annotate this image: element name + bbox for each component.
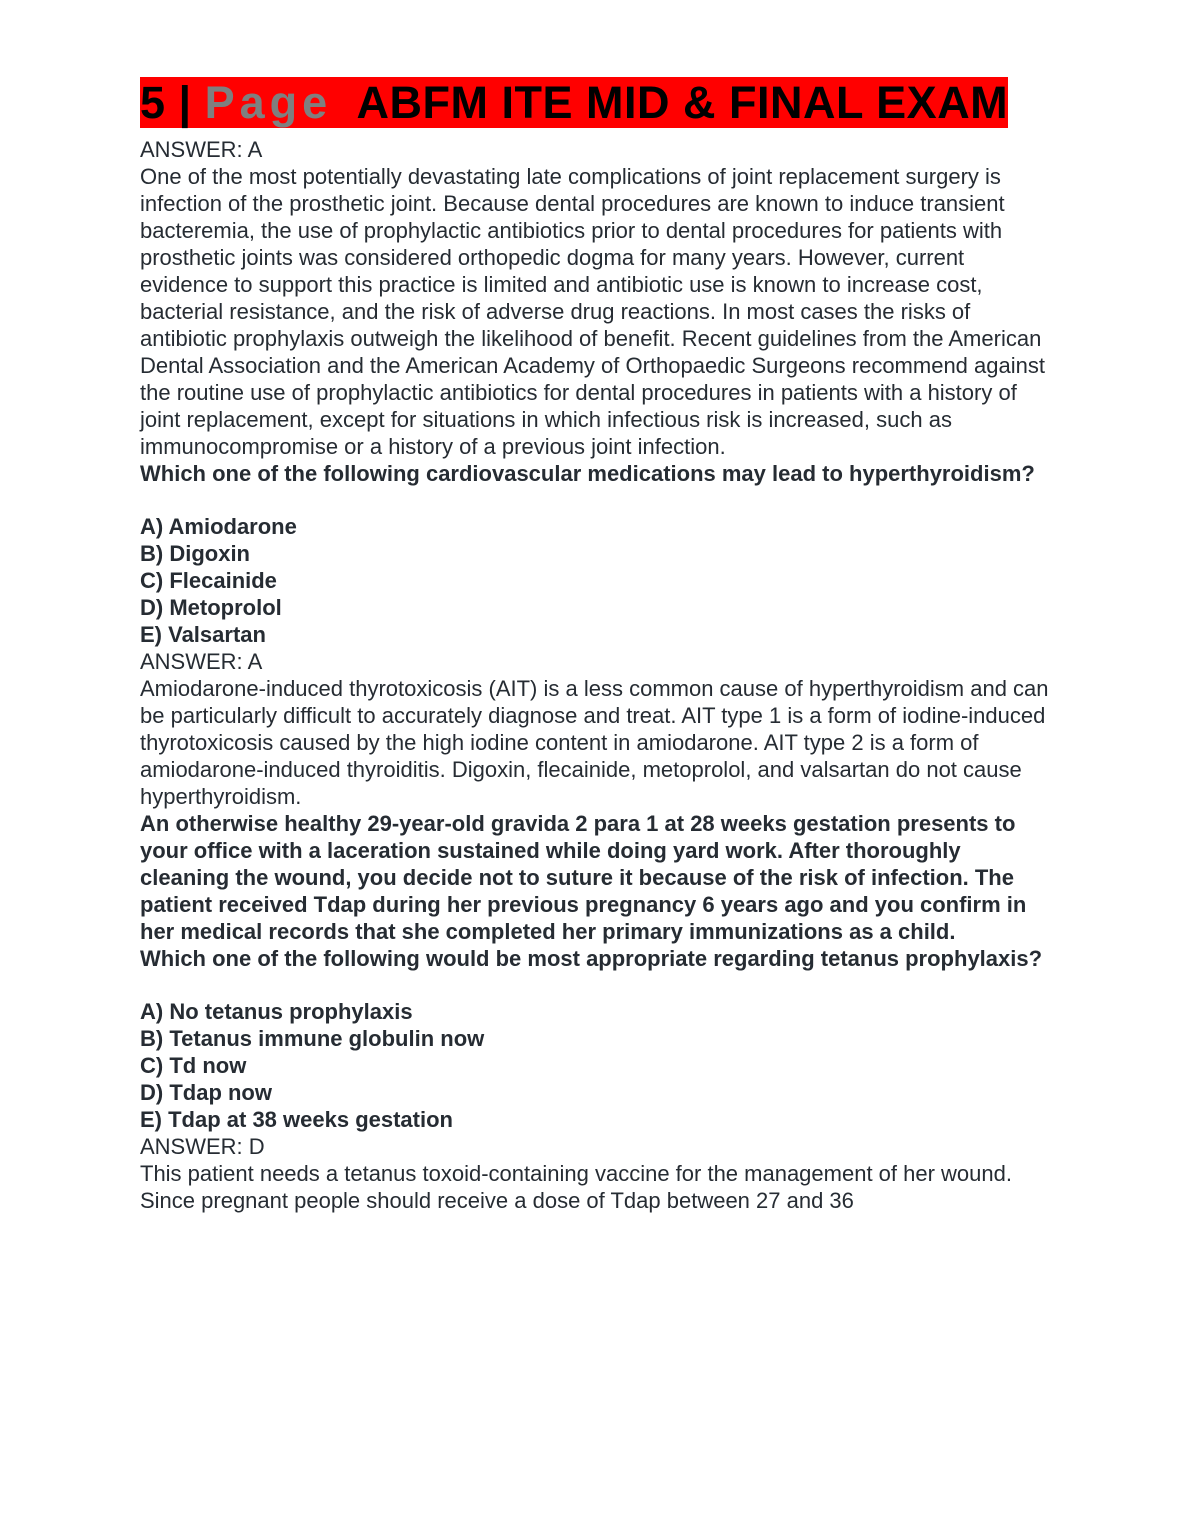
spacer [140,487,1050,513]
option-q2-c: C) Flecainide [140,568,277,593]
header-highlight [140,77,1008,128]
page-header [140,70,1050,136]
option-q3-d: D) Tdap now [140,1080,272,1105]
question-q2: Which one of the following cardiovascular medications may lead to hyperthyroidism? [140,461,1035,486]
explanation-q2: Amiodarone-induced thyrotoxicosis (AIT) is a less common cause of hyperthyroidism and can be particularly difficult to accurately diagnose and treat. AIT type 1 is a form of iodine-induced thyrotoxicosis caused by the high iodine content in amiodarone. AIT type 2 is a form of amiodarone-induced thyroiditis. Digoxin, flecainide, metoprolol, and valsartan do not cause hyperthyroidism. [140,676,1049,809]
answer-q2: ANSWER: A [140,649,263,674]
option-q3-e: E) Tdap at 38 weeks gestation [140,1107,453,1132]
option-q2-e: E) Valsartan [140,622,266,647]
option-q2-a: A) Amiodarone [140,514,297,539]
answer-q3: ANSWER: D [140,1134,265,1159]
option-q3-b: B) Tetanus immune globulin now [140,1026,485,1051]
stem-q3: An otherwise healthy 29-year-old gravida 2 para 1 at 28 weeks gestation presents to your office with a laceration sustained while doing yard work. After thoroughly cleaning the wound, you decide not to suture it because of the risk of infection. The patient received Tdap during her previous pregnancy 6 years ago and you confirm in her medical records that she completed her primary immunizations as a child. [140,811,1027,944]
page-number: 5 | [140,77,205,128]
document-title: ABFM ITE MID & FINAL EXAM [356,77,1009,128]
spacer [140,972,1050,998]
option-q2-d: D) Metoprolol [140,595,282,620]
explanation-q3: This patient needs a tetanus toxoid-containing vaccine for the management of her wound. Since pregnant people should receive a dose of Tdap between 27 and 36 [140,1161,1012,1213]
option-q3-c: C) Td now [140,1053,247,1078]
explanation-q1: One of the most potentially devastating late complications of joint replacement surgery is infection of the prosthetic joint. Because dental procedures are known to induce transient bacteremia, the use of prophylactic antibiotics prior to dental procedures for patients with prosthetic joints was considered orthopedic dogma for many years. However, current evidence to support this practice is limited and antibiotic use is known to increase cost, bacterial resistance, and the risk of adverse drug reactions. In most cases the risks of antibiotic prophylaxis outweigh the likelihood of benefit. Recent guidelines from the American Dental Association and the American Academy of Orthopaedic Surgeons recommend against the routine use of prophylactic antibiotics for dental procedures in patients with a history of joint replacement, except for situations in which infectious risk is increased, such as immunocompromise or a history of a previous joint infection. [140,164,1045,459]
option-q3-a: A) No tetanus prophylaxis [140,999,413,1024]
page-word: Page [204,77,333,128]
answer-q1: ANSWER: A [140,137,263,162]
document-page [140,70,1050,1214]
option-q2-b: B) Digoxin [140,541,250,566]
question-q3: Which one of the following would be most appropriate regarding tetanus prophylaxis? [140,946,1043,971]
